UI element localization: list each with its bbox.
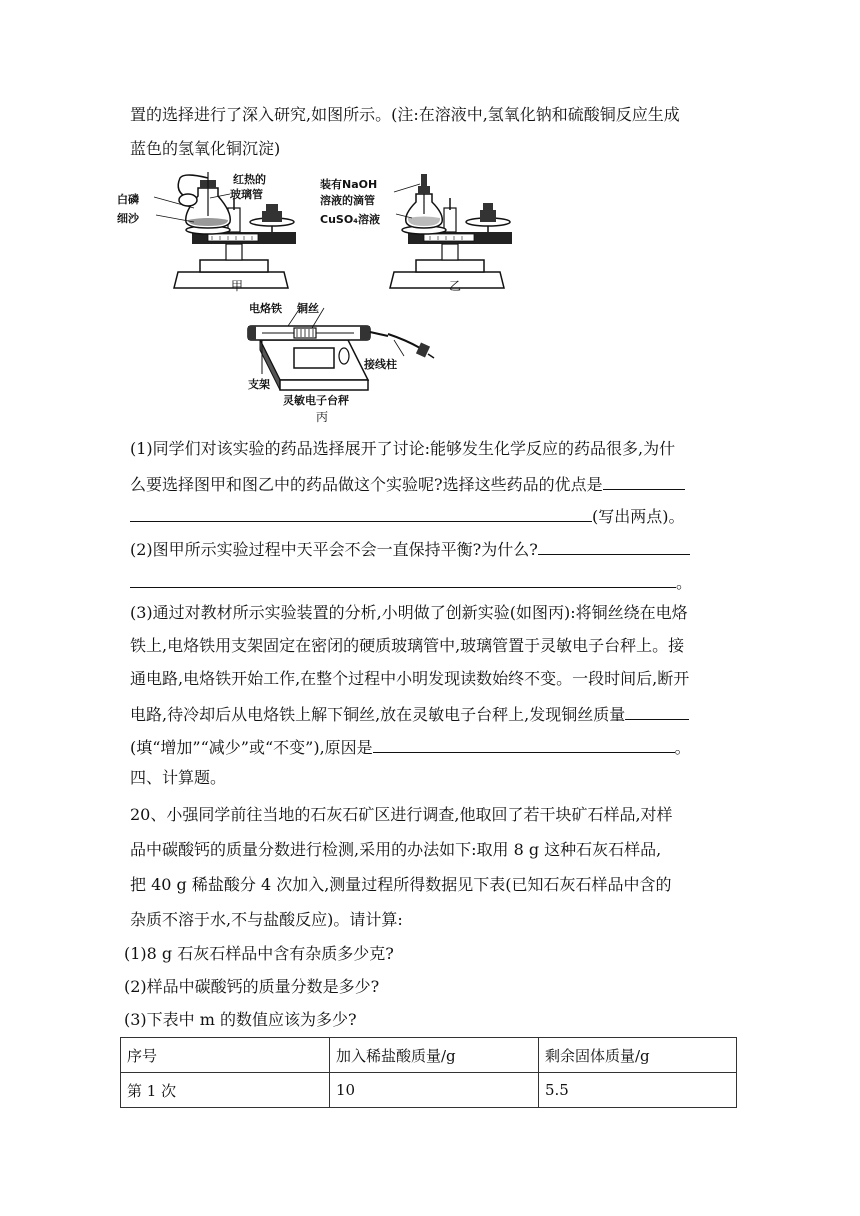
q3-line-5-tail: 。 [674, 738, 691, 757]
q20-sub-1: (1)8 g 石灰石样品中含有杂质多少克? [124, 944, 394, 963]
q3-line-2: 铁上,电烙铁用支架固定在密闭的硬质玻璃管中,玻璃管置于灵敏电子台秤上。接 [130, 636, 685, 655]
q2-answer-blank-a[interactable] [538, 536, 690, 555]
table-cell: 10 [330, 1073, 539, 1108]
q3-line-1: (3)通过对教材所示实验装置的分析,小明做了创新实验(如图丙):将铜丝绕在电烙 [130, 603, 688, 622]
data-table [120, 1037, 737, 1108]
label-bolig: 玻璃管 [230, 188, 263, 201]
header-cell: 加入稀盐酸质量/g [330, 1038, 539, 1073]
q2-line-2-text: 。 [676, 573, 693, 592]
label-hongre: 红热的 [233, 173, 266, 186]
q1-answer-blank-a[interactable] [603, 471, 685, 490]
label-cuso4: CuSO₄溶液 [320, 213, 380, 226]
q20-line-2: 品中碳酸钙的质量分数进行检测,采用的办法如下:取用 8 g 这种石灰石样品, [130, 840, 662, 859]
q20-line-3: 把 40 g 稀盐酸分 4 次加入,测量过程所得数据见下表(已知石灰石样品中含的 [130, 875, 672, 894]
label-zhijia: 支架 [248, 378, 270, 391]
q3-line-4 [130, 701, 689, 726]
label-taicheng: 灵敏电子台秤 [283, 394, 349, 407]
q1-line-1: (1)同学们对该实验的药品选择展开了讨论:能够发生化学反应的药品很多,为什 [130, 439, 676, 458]
q3-answer-blank-a[interactable] [625, 701, 689, 720]
caption-bing: 丙 [316, 410, 329, 424]
table-row [121, 1073, 737, 1108]
intro-line-2: 蓝色的氢氧化铜沉淀) [130, 139, 281, 158]
label-bailin: 白磷 [117, 193, 139, 206]
balance-jia-illustration [112, 168, 302, 293]
q1-line-3 [130, 503, 685, 528]
q20-line-1: 20、小强同学前往当地的石灰石矿区进行调查,他取回了若干块矿石样品,对样 [130, 805, 673, 824]
label-diguan: 溶液的滴管 [320, 194, 375, 207]
q1-answer-blank-b[interactable] [130, 503, 592, 522]
caption-jia: 甲 [231, 279, 244, 293]
q2-line-2 [130, 569, 692, 594]
table-cell: 第 1 次 [121, 1073, 330, 1108]
q3-line-5-text: (填“增加”“减少”或“不变”),原因是 [130, 738, 373, 757]
q3-answer-blank-b[interactable] [373, 734, 675, 753]
q3-line-3: 通电路,电烙铁开始工作,在整个过程中小明发现读数始终不变。一段时间后,断开 [130, 669, 690, 688]
q20-sub-3: (3)下表中 m 的数值应该为多少? [124, 1010, 357, 1029]
header-cell: 序号 [121, 1038, 330, 1073]
table-header-row [121, 1038, 737, 1073]
label-jiexianzhu: 接线柱 [364, 358, 397, 371]
q20-sub-2: (2)样品中碳酸钙的质量分数是多少? [124, 977, 380, 996]
q2-line-1 [130, 536, 690, 561]
label-dianlaotie: 电烙铁 [249, 302, 282, 315]
q2-answer-blank-b[interactable] [130, 569, 676, 588]
label-tongsi: 铜丝 [297, 302, 319, 315]
q3-line-4-text: 电路,待冷却后从电烙铁上解下铜丝,放在灵敏电子台秤上,发现铜丝质量 [130, 705, 626, 724]
q2-line-1-text: (2)图甲所示实验过程中天平会不会一直保持平衡?为什么? [130, 540, 538, 559]
table-cell: 5.5 [539, 1073, 737, 1108]
q3-line-5 [130, 734, 691, 759]
q20-line-4: 杂质不溶于水,不与盐酸反应)。请计算: [130, 910, 403, 929]
q1-line-2-text: 么要选择图甲和图乙中的药品做这个实验呢?选择这些药品的优点是 [130, 475, 603, 494]
q1-line-2 [130, 471, 685, 496]
header-cell: 剩余固体质量/g [539, 1038, 737, 1073]
label-naoh: 装有NaOH [320, 178, 378, 191]
label-xisha: 细沙 [117, 212, 139, 225]
caption-yi: 乙 [449, 279, 462, 293]
intro-line-1: 置的选择进行了深入研究,如图所示。(注:在溶液中,氢氧化钠和硫酸铜反应生成 [130, 105, 680, 124]
section-title: 四、计算题。 [130, 768, 227, 787]
q1-line-3-text: (写出两点)。 [592, 507, 685, 526]
figure-jia [112, 168, 302, 293]
